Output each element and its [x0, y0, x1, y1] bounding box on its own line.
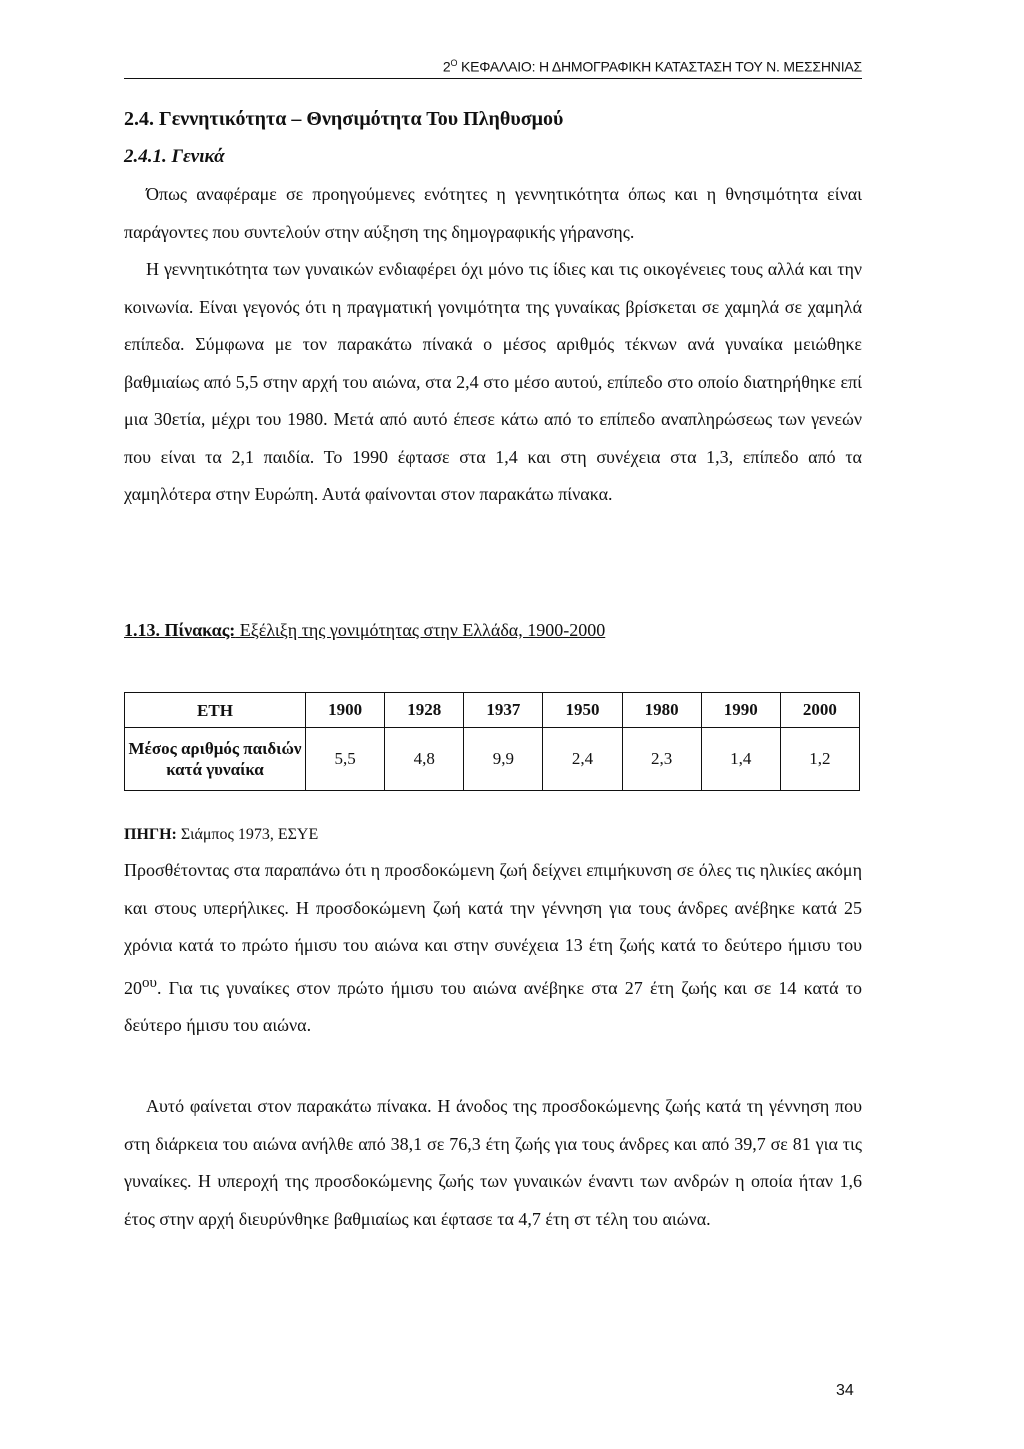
- life-expectancy-text-block: [124, 852, 862, 1045]
- year-cell: 1937: [464, 693, 543, 728]
- chapter-title: ΚΕΦΑΛΑΙΟ: Η ΔΗΜΟΓΡΑΦΙΚΗ ΚΑΤΑΣΤΑΣΗ ΤΟΥ Ν. ΜΕΣΣΗΝΙΑΣ: [457, 58, 862, 75]
- value-cell: 4,8: [385, 728, 464, 791]
- header-rule: [124, 78, 862, 79]
- page-number: 34: [836, 1382, 854, 1399]
- chapter-number: 2: [442, 58, 451, 75]
- paragraph-2: Η γεννητικότητα των γυναικών ενδιαφέρει όχι μόνο τις ίδιες και τις οικογένειες τους αλλά και την κοινωνία. Είναι γεγονός ότι η πραγματική γονιμότητα της γυναίκας βρίσκεται σε χαμηλά σε χαμηλά επίπεδα. Σύμφωνα με τον παρακάτω πίνακά ο μέσος αριθμός τέκνων ανά γυναίκα μειώθηκε βαθμιαίως από 5,5 στην αρχή του αιώνα, στα 2,4 στο μέσο αυτού, επίπεδο στο οποίο διατηρήθηκε επί μια 30ετία, μέχρι του 1980. Μετά από αυτό έπεσε κάτω από το επίπεδο αναπληρώσεως των γενεών που είναι τα 2,1 παιδία. Το 1990 έφτασε στα 1,4 και στη συνέχεια στα 1,3, επίπεδο από τα χαμηλότερα στην Ευρώπη. Αυτά φαίνονται στον παρακάτω πίνακα.: [124, 259, 862, 504]
- paragraph-1: Όπως αναφέραμε σε προηγούμενες ενότητες η γεννητικότητα όπως και η θνησιμότητα είναι παράγοντες που συντελούν στην αύξηση της δημογραφικής γήρανσης.: [124, 184, 862, 242]
- year-cell: 1900: [306, 693, 385, 728]
- value-cell: 1,4: [701, 728, 780, 791]
- row-label-cell: Μέσος αριθμός παιδιών κατά γυναίκα: [125, 728, 306, 791]
- year-cell: 1980: [622, 693, 701, 728]
- section-heading: 2.4. Γεννητικότητα – Θνησιμότητα Του Πληθυσμού: [124, 108, 564, 130]
- value-cell: 1,2: [780, 728, 859, 791]
- source-note: [124, 826, 318, 844]
- header-label-cell: ΕΤΗ: [125, 693, 306, 728]
- year-cell: 1990: [701, 693, 780, 728]
- fertility-table: [124, 692, 860, 791]
- year-cell: 2000: [780, 693, 859, 728]
- table-caption-title: Εξέλιξη της γονιμότητας στην Ελλάδα, 1900-2000: [235, 620, 606, 640]
- year-cell: 1950: [543, 693, 622, 728]
- paragraph-3: [124, 852, 862, 1045]
- value-cell: 9,9: [464, 728, 543, 791]
- source-label: ΠΗΓΗ:: [124, 826, 177, 843]
- year-cell: 1928: [385, 693, 464, 728]
- source-text: Σιάμπος 1973, ΕΣΥΕ: [176, 826, 319, 843]
- paragraph-3-end: . Για τις γυναίκες στον πρώτο ήμισυ του αιώνα ανέβηκε στα 27 έτη ζωής και σε 14 κατά το δεύτερο ήμισυ του αιώνα.: [124, 977, 862, 1035]
- subsection-heading: 2.4.1. Γενικά: [124, 146, 225, 167]
- value-cell: 2,4: [543, 728, 622, 791]
- paragraph-4: Αυτό φαίνεται στον παρακάτω πίνακα. Η άνοδος της προσδοκώμενης ζωής κατά τη γέννηση που στη διάρκεια του αιώνα ανήλθε από 38,1 σε 76,3 έτη ζωής για τους άνδρες και από 39,7 σε 81 για τις γυναίκες. Η υπεροχή της προσδοκώμενης ζωής των γυναικών έναντι των ανδρών η οποία ήταν 1,6 έτος στην αρχή διευρύνθηκε βαθμιαίως και έφτασε τα 4,7 έτη στ τέλη του αιώνα.: [124, 1096, 862, 1229]
- paragraph-3-text: Προσθέτοντας στα παραπάνω ότι η προσδοκώμενη ζωή δείχνει επιμήκυνση σε όλες τις ηλικίες ακόμη και στους υπερήλικες. Η προσδοκώμενη ζωή κατά την γέννηση για τους άνδρες ανέβηκε κατά 25 χρόνια κατά το πρώτο ήμισυ του αιώνα και στην συνέχεια 13 έτη ζωής κατά το δεύτερο ήμισυ του 20: [124, 860, 862, 998]
- chapter-number-superscript: Ο: [450, 58, 458, 68]
- table-value-row: [125, 728, 860, 791]
- table-caption: [124, 620, 605, 641]
- paragraph-3-superscript: ου: [142, 974, 157, 991]
- table-caption-number: 1.13. Πίνακας:: [124, 620, 236, 640]
- value-cell: 2,3: [622, 728, 701, 791]
- value-cell: 5,5: [306, 728, 385, 791]
- closing-text-block: [124, 1088, 862, 1238]
- table-header-row: [125, 693, 860, 728]
- intro-text-block: [124, 176, 862, 514]
- running-header: [124, 58, 862, 75]
